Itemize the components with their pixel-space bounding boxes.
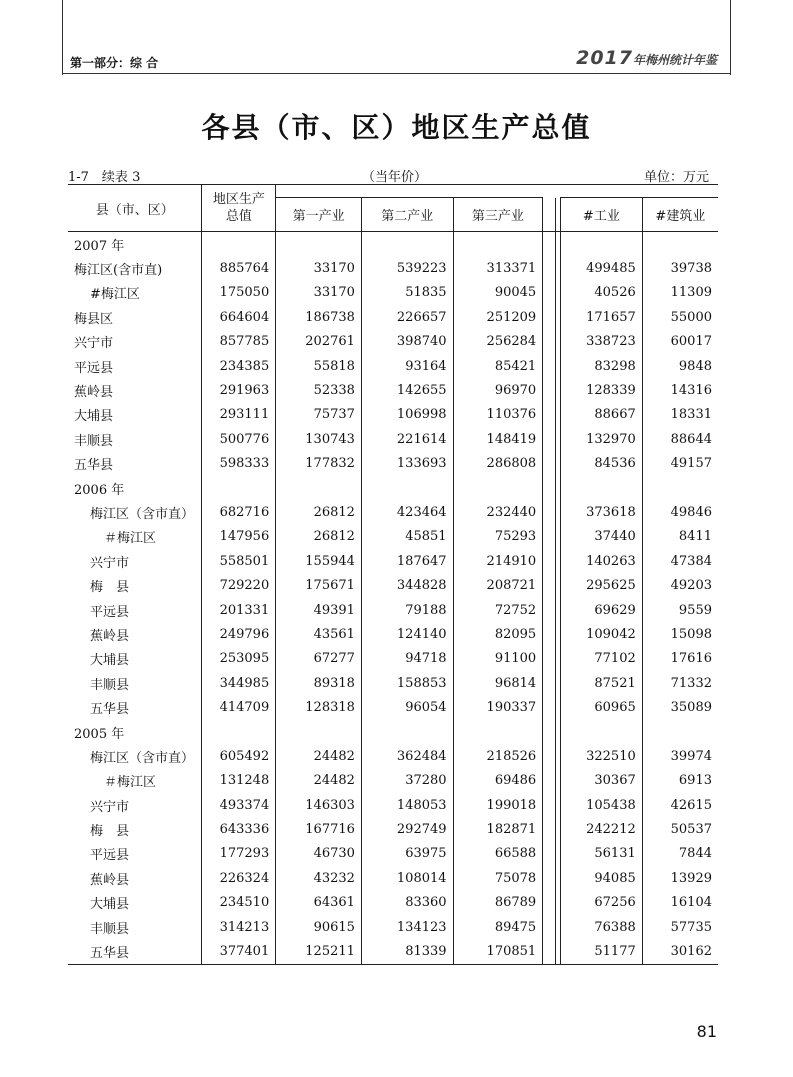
empty-cell bbox=[543, 720, 556, 744]
value-cell: 201331 bbox=[202, 598, 276, 622]
value-cell: 314213 bbox=[202, 915, 276, 939]
price-note: （当年价） bbox=[362, 170, 428, 185]
table-row bbox=[68, 452, 718, 476]
value-cell: 49391 bbox=[276, 598, 362, 622]
county-name: 梅 县 bbox=[90, 580, 130, 596]
value-cell: 286808 bbox=[453, 452, 543, 476]
table-row bbox=[68, 769, 718, 793]
year-row bbox=[68, 232, 718, 257]
empty-cell bbox=[543, 842, 556, 866]
value-cell: 105438 bbox=[561, 793, 643, 817]
county-name: 梅县区 bbox=[74, 311, 114, 327]
value-cell: 83360 bbox=[361, 891, 453, 915]
value-cell: 171657 bbox=[561, 305, 643, 329]
empty-cell bbox=[361, 720, 453, 744]
value-cell: 218526 bbox=[453, 744, 543, 768]
county-name: 蕉岭县 bbox=[74, 385, 114, 401]
county-name: 五华县 bbox=[74, 458, 114, 474]
table-row bbox=[68, 817, 718, 841]
value-cell: 89475 bbox=[453, 915, 543, 939]
empty-cell bbox=[453, 720, 543, 744]
page-title: 各县（市、区）地区生产总值 bbox=[201, 111, 592, 144]
empty-cell bbox=[642, 476, 718, 500]
empty-cell bbox=[543, 403, 556, 427]
empty-cell bbox=[561, 232, 643, 257]
year-label: 2005 年 bbox=[74, 726, 125, 742]
table-row bbox=[68, 939, 718, 964]
value-cell: 234510 bbox=[202, 891, 276, 915]
value-cell: 398740 bbox=[361, 330, 453, 354]
value-cell: 43561 bbox=[276, 622, 362, 646]
empty-cell bbox=[361, 232, 453, 257]
value-cell: 11309 bbox=[642, 281, 718, 305]
year-label: 2006 年 bbox=[74, 482, 125, 498]
value-cell: 221614 bbox=[361, 427, 453, 451]
value-cell: 52338 bbox=[276, 378, 362, 402]
value-cell: 75737 bbox=[276, 403, 362, 427]
value-cell: 94718 bbox=[361, 647, 453, 671]
table-row bbox=[68, 866, 718, 890]
county-name: 五华县 bbox=[90, 702, 130, 718]
empty-cell bbox=[543, 256, 556, 280]
value-cell: 133693 bbox=[361, 452, 453, 476]
value-cell: 69486 bbox=[453, 769, 543, 793]
empty-cell bbox=[543, 891, 556, 915]
county-name: 五华县 bbox=[90, 946, 130, 962]
county-name: 梅 县 bbox=[90, 824, 130, 840]
empty-cell bbox=[276, 720, 362, 744]
table-row bbox=[68, 598, 718, 622]
value-cell: 56131 bbox=[561, 842, 643, 866]
county-name: #梅江区 bbox=[90, 287, 140, 303]
table-code: 1-7 续表 3 bbox=[68, 170, 141, 185]
value-cell: 90615 bbox=[276, 915, 362, 939]
empty-cell bbox=[543, 232, 556, 257]
county-name: 丰顺县 bbox=[90, 677, 130, 693]
value-cell: 88644 bbox=[642, 427, 718, 451]
value-cell: 214910 bbox=[453, 549, 543, 573]
value-cell: 7844 bbox=[642, 842, 718, 866]
table-row bbox=[68, 330, 718, 354]
value-cell: 67277 bbox=[276, 647, 362, 671]
county-name: 平远县 bbox=[90, 604, 130, 620]
yearbook-label bbox=[576, 47, 717, 69]
county-name: ＃梅江区 bbox=[104, 531, 157, 547]
empty-cell bbox=[543, 915, 556, 939]
col-gdp-label: 地区生产总值 bbox=[212, 192, 265, 224]
value-cell: 35089 bbox=[642, 695, 718, 719]
yearbook-name: 年梅州统计年鉴 bbox=[632, 53, 717, 67]
value-cell: 6913 bbox=[642, 769, 718, 793]
value-cell: 313371 bbox=[453, 256, 543, 280]
col-industry: #工业 bbox=[561, 198, 643, 232]
value-cell: 226324 bbox=[202, 866, 276, 890]
empty-cell bbox=[543, 769, 556, 793]
year-row bbox=[68, 720, 718, 744]
value-cell: 84536 bbox=[561, 452, 643, 476]
value-cell: 96054 bbox=[361, 695, 453, 719]
value-cell: 199018 bbox=[453, 793, 543, 817]
value-cell: 558501 bbox=[202, 549, 276, 573]
frame-left-line bbox=[62, 0, 63, 75]
value-cell: 77102 bbox=[561, 647, 643, 671]
value-cell: 106998 bbox=[361, 403, 453, 427]
value-cell: 13929 bbox=[642, 866, 718, 890]
value-cell: 88667 bbox=[561, 403, 643, 427]
county-name: ＃梅江区 bbox=[104, 775, 157, 791]
col-tertiary: 第三产业 bbox=[453, 198, 543, 232]
value-cell: 234385 bbox=[202, 354, 276, 378]
value-cell: 89318 bbox=[276, 671, 362, 695]
county-name: 大埔县 bbox=[74, 409, 114, 425]
header-rule bbox=[62, 73, 730, 74]
value-cell: 256284 bbox=[453, 330, 543, 354]
table-row bbox=[68, 549, 718, 573]
value-cell: 86789 bbox=[453, 891, 543, 915]
table-row bbox=[68, 695, 718, 719]
value-cell: 108014 bbox=[361, 866, 453, 890]
value-cell: 63975 bbox=[361, 842, 453, 866]
value-cell: 142655 bbox=[361, 378, 453, 402]
value-cell: 202761 bbox=[276, 330, 362, 354]
empty-cell bbox=[543, 939, 556, 964]
empty-cell bbox=[543, 671, 556, 695]
col-gdp bbox=[202, 185, 276, 232]
value-cell: 175050 bbox=[202, 281, 276, 305]
empty-cell bbox=[543, 427, 556, 451]
value-cell: 85421 bbox=[453, 354, 543, 378]
value-cell: 226657 bbox=[361, 305, 453, 329]
value-cell: 128339 bbox=[561, 378, 643, 402]
value-cell: 155944 bbox=[276, 549, 362, 573]
value-cell: 9559 bbox=[642, 598, 718, 622]
empty-cell bbox=[202, 232, 276, 257]
empty-cell bbox=[543, 647, 556, 671]
county-name: 丰顺县 bbox=[74, 433, 114, 449]
table-row bbox=[68, 525, 718, 549]
value-cell: 46730 bbox=[276, 842, 362, 866]
table-row bbox=[68, 305, 718, 329]
value-cell: 43232 bbox=[276, 866, 362, 890]
value-cell: 295625 bbox=[561, 573, 643, 597]
county-name: 蕉岭县 bbox=[90, 872, 130, 888]
empty-cell bbox=[543, 452, 556, 476]
value-cell: 344828 bbox=[361, 573, 453, 597]
empty-cell bbox=[561, 476, 643, 500]
table-row bbox=[68, 622, 718, 646]
value-cell: 362484 bbox=[361, 744, 453, 768]
value-cell: 39738 bbox=[642, 256, 718, 280]
empty-cell bbox=[276, 232, 362, 257]
gdp-table bbox=[68, 184, 718, 965]
empty-cell bbox=[543, 793, 556, 817]
value-cell: 45851 bbox=[361, 525, 453, 549]
empty-cell bbox=[543, 476, 556, 500]
value-cell: 24482 bbox=[276, 769, 362, 793]
empty-cell bbox=[543, 573, 556, 597]
value-cell: 57735 bbox=[642, 915, 718, 939]
value-cell: 177293 bbox=[202, 842, 276, 866]
value-cell: 147956 bbox=[202, 525, 276, 549]
value-cell: 170851 bbox=[453, 939, 543, 964]
empty-cell bbox=[543, 525, 556, 549]
page-number: 81 bbox=[696, 1022, 717, 1041]
value-cell: 69629 bbox=[561, 598, 643, 622]
table-row bbox=[68, 891, 718, 915]
empty-cell bbox=[642, 232, 718, 257]
value-cell: 76388 bbox=[561, 915, 643, 939]
value-cell: 51835 bbox=[361, 281, 453, 305]
value-cell: 132970 bbox=[561, 427, 643, 451]
value-cell: 338723 bbox=[561, 330, 643, 354]
value-cell: 124140 bbox=[361, 622, 453, 646]
value-cell: 90045 bbox=[453, 281, 543, 305]
table-row bbox=[68, 403, 718, 427]
value-cell: 24482 bbox=[276, 744, 362, 768]
table-row bbox=[68, 915, 718, 939]
yearbook-year: 2017 bbox=[576, 47, 633, 69]
county-name: 丰顺县 bbox=[90, 921, 130, 937]
value-cell: 167716 bbox=[276, 817, 362, 841]
empty-cell bbox=[543, 549, 556, 573]
value-cell: 8411 bbox=[642, 525, 718, 549]
value-cell: 344985 bbox=[202, 671, 276, 695]
value-cell: 128318 bbox=[276, 695, 362, 719]
value-cell: 49846 bbox=[642, 500, 718, 524]
value-cell: 414709 bbox=[202, 695, 276, 719]
empty-cell bbox=[543, 866, 556, 890]
empty-cell bbox=[543, 500, 556, 524]
value-cell: 51177 bbox=[561, 939, 643, 964]
table-row bbox=[68, 573, 718, 597]
value-cell: 66588 bbox=[453, 842, 543, 866]
county-name: 大埔县 bbox=[90, 897, 130, 913]
value-cell: 140263 bbox=[561, 549, 643, 573]
empty-cell bbox=[543, 695, 556, 719]
value-cell: 291963 bbox=[202, 378, 276, 402]
col-group-spacer bbox=[276, 185, 718, 198]
table-row bbox=[68, 744, 718, 768]
value-cell: 605492 bbox=[202, 744, 276, 768]
empty-cell bbox=[543, 305, 556, 329]
col-primary: 第一产业 bbox=[276, 198, 362, 232]
empty-cell bbox=[361, 476, 453, 500]
table-row bbox=[68, 281, 718, 305]
col-gap-a bbox=[543, 198, 556, 232]
value-cell: 377401 bbox=[202, 939, 276, 964]
value-cell: 18331 bbox=[642, 403, 718, 427]
value-cell: 292749 bbox=[361, 817, 453, 841]
unit-label: 单位：万元 bbox=[643, 170, 709, 185]
value-cell: 208721 bbox=[453, 573, 543, 597]
value-cell: 110376 bbox=[453, 403, 543, 427]
table-row bbox=[68, 500, 718, 524]
value-cell: 148419 bbox=[453, 427, 543, 451]
value-cell: 158853 bbox=[361, 671, 453, 695]
value-cell: 33170 bbox=[276, 281, 362, 305]
empty-cell bbox=[543, 354, 556, 378]
col-construction: #建筑业 bbox=[642, 198, 718, 232]
value-cell: 81339 bbox=[361, 939, 453, 964]
value-cell: 91100 bbox=[453, 647, 543, 671]
value-cell: 249796 bbox=[202, 622, 276, 646]
value-cell: 94085 bbox=[561, 866, 643, 890]
value-cell: 26812 bbox=[276, 500, 362, 524]
value-cell: 82095 bbox=[453, 622, 543, 646]
county-name: 兴宁市 bbox=[90, 555, 130, 571]
value-cell: 251209 bbox=[453, 305, 543, 329]
county-name: 蕉岭县 bbox=[90, 628, 130, 644]
value-cell: 130743 bbox=[276, 427, 362, 451]
value-cell: 42615 bbox=[642, 793, 718, 817]
table-row bbox=[68, 427, 718, 451]
value-cell: 47384 bbox=[642, 549, 718, 573]
value-cell: 50537 bbox=[642, 817, 718, 841]
empty-cell bbox=[543, 598, 556, 622]
empty-cell bbox=[453, 476, 543, 500]
col-county: 县（市、区） bbox=[68, 185, 202, 232]
county-name: 平远县 bbox=[90, 848, 130, 864]
value-cell: 55818 bbox=[276, 354, 362, 378]
value-cell: 322510 bbox=[561, 744, 643, 768]
empty-cell bbox=[202, 476, 276, 500]
value-cell: 16104 bbox=[642, 891, 718, 915]
county-name: 平远县 bbox=[74, 360, 114, 376]
value-cell: 500776 bbox=[202, 427, 276, 451]
value-cell: 493374 bbox=[202, 793, 276, 817]
empty-cell bbox=[543, 378, 556, 402]
table-body bbox=[68, 232, 718, 965]
value-cell: 9848 bbox=[642, 354, 718, 378]
value-cell: 242212 bbox=[561, 817, 643, 841]
value-cell: 64361 bbox=[276, 891, 362, 915]
empty-cell bbox=[543, 281, 556, 305]
empty-cell bbox=[642, 720, 718, 744]
value-cell: 598333 bbox=[202, 452, 276, 476]
table-row bbox=[68, 256, 718, 280]
value-cell: 539223 bbox=[361, 256, 453, 280]
county-name: 梅江区（含市直） bbox=[90, 506, 195, 522]
value-cell: 125211 bbox=[276, 939, 362, 964]
value-cell: 75293 bbox=[453, 525, 543, 549]
empty-cell bbox=[561, 720, 643, 744]
value-cell: 96970 bbox=[453, 378, 543, 402]
table-row bbox=[68, 671, 718, 695]
value-cell: 182871 bbox=[453, 817, 543, 841]
col-secondary: 第二产业 bbox=[361, 198, 453, 232]
value-cell: 146303 bbox=[276, 793, 362, 817]
year-row bbox=[68, 476, 718, 500]
county-name: 梅江区(含市直) bbox=[74, 263, 163, 279]
value-cell: 148053 bbox=[361, 793, 453, 817]
value-cell: 499485 bbox=[561, 256, 643, 280]
value-cell: 109042 bbox=[561, 622, 643, 646]
value-cell: 37440 bbox=[561, 525, 643, 549]
county-name: 大埔县 bbox=[90, 653, 130, 669]
table-row bbox=[68, 354, 718, 378]
table-row bbox=[68, 378, 718, 402]
value-cell: 186738 bbox=[276, 305, 362, 329]
year-label: 2007 年 bbox=[74, 238, 125, 254]
county-name: 兴宁市 bbox=[74, 336, 114, 352]
value-cell: 37280 bbox=[361, 769, 453, 793]
value-cell: 729220 bbox=[202, 573, 276, 597]
value-cell: 15098 bbox=[642, 622, 718, 646]
value-cell: 643336 bbox=[202, 817, 276, 841]
empty-cell bbox=[453, 232, 543, 257]
empty-cell bbox=[543, 744, 556, 768]
value-cell: 79188 bbox=[361, 598, 453, 622]
value-cell: 253095 bbox=[202, 647, 276, 671]
value-cell: 175671 bbox=[276, 573, 362, 597]
value-cell: 30162 bbox=[642, 939, 718, 964]
value-cell: 60017 bbox=[642, 330, 718, 354]
section-label: 第一部分：综 合 bbox=[70, 56, 159, 70]
value-cell: 30367 bbox=[561, 769, 643, 793]
value-cell: 49157 bbox=[642, 452, 718, 476]
value-cell: 177832 bbox=[276, 452, 362, 476]
table-row bbox=[68, 793, 718, 817]
value-cell: 232440 bbox=[453, 500, 543, 524]
table-row bbox=[68, 842, 718, 866]
empty-cell bbox=[543, 622, 556, 646]
table-row bbox=[68, 647, 718, 671]
empty-cell bbox=[276, 476, 362, 500]
value-cell: 857785 bbox=[202, 330, 276, 354]
value-cell: 664604 bbox=[202, 305, 276, 329]
value-cell: 60965 bbox=[561, 695, 643, 719]
value-cell: 49203 bbox=[642, 573, 718, 597]
value-cell: 40526 bbox=[561, 281, 643, 305]
value-cell: 72752 bbox=[453, 598, 543, 622]
value-cell: 190337 bbox=[453, 695, 543, 719]
value-cell: 134123 bbox=[361, 915, 453, 939]
county-name: 兴宁市 bbox=[90, 799, 130, 815]
empty-cell bbox=[543, 330, 556, 354]
value-cell: 423464 bbox=[361, 500, 453, 524]
value-cell: 93164 bbox=[361, 354, 453, 378]
value-cell: 67256 bbox=[561, 891, 643, 915]
value-cell: 55000 bbox=[642, 305, 718, 329]
value-cell: 75078 bbox=[453, 866, 543, 890]
frame-right-line bbox=[730, 0, 731, 75]
value-cell: 293111 bbox=[202, 403, 276, 427]
value-cell: 373618 bbox=[561, 500, 643, 524]
value-cell: 187647 bbox=[361, 549, 453, 573]
value-cell: 71332 bbox=[642, 671, 718, 695]
empty-cell bbox=[543, 817, 556, 841]
value-cell: 83298 bbox=[561, 354, 643, 378]
value-cell: 885764 bbox=[202, 256, 276, 280]
empty-cell bbox=[202, 720, 276, 744]
value-cell: 96814 bbox=[453, 671, 543, 695]
value-cell: 33170 bbox=[276, 256, 362, 280]
county-name: 梅江区（含市直） bbox=[90, 750, 195, 766]
value-cell: 87521 bbox=[561, 671, 643, 695]
value-cell: 17616 bbox=[642, 647, 718, 671]
value-cell: 14316 bbox=[642, 378, 718, 402]
value-cell: 39974 bbox=[642, 744, 718, 768]
value-cell: 131248 bbox=[202, 769, 276, 793]
value-cell: 26812 bbox=[276, 525, 362, 549]
value-cell: 682716 bbox=[202, 500, 276, 524]
